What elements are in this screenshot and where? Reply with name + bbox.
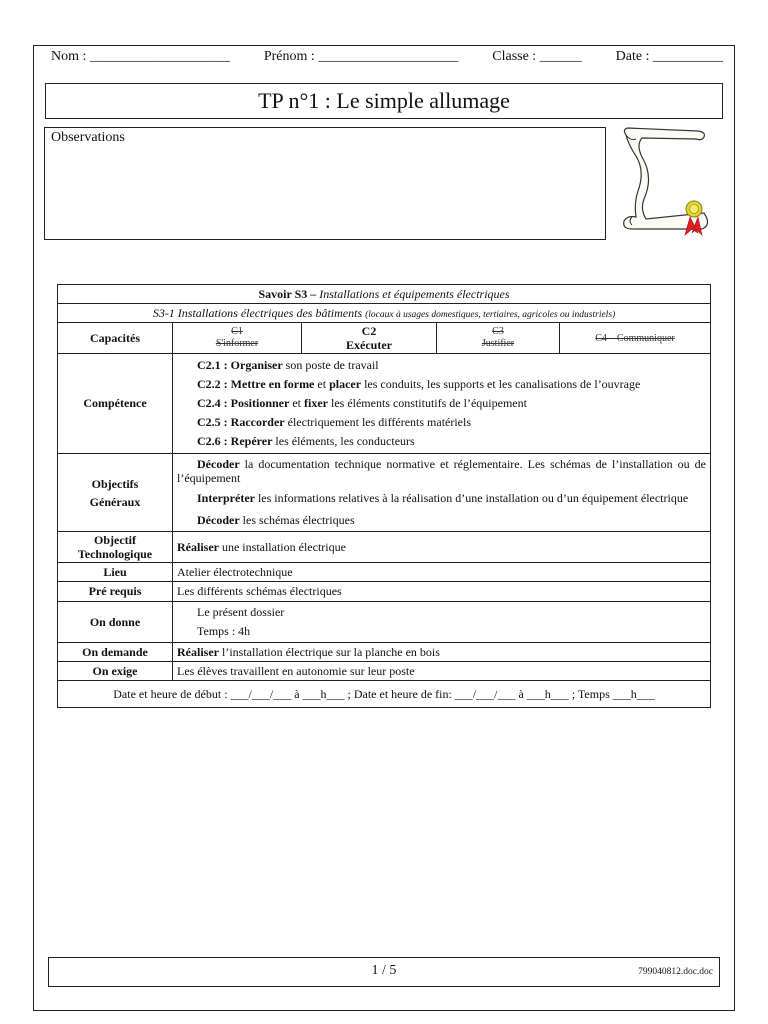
objectifs-label: Objectifs Généraux [58,454,173,532]
lieu-row [58,563,711,582]
competence-label: Compétence [58,354,173,454]
onexige-value: Les élèves travaillent en autonomie sur leur poste [173,662,711,681]
dates-row [58,681,711,708]
ondemande-value: Réaliser l’installation électrique sur la planche en bois [173,643,711,662]
objtech-row [58,532,711,563]
objectifs-row [58,454,711,532]
file-name: 799040812.doc.doc [638,967,713,977]
objtech-value: Réaliser une installation électrique [173,532,711,563]
capacite-c1-name: S'informer [215,338,259,349]
document-title: TP n°1 : Le simple allumage [45,83,723,119]
s31-title: S3-1 Installations électriques des bâtiments [152,305,363,320]
onexige-row [58,662,711,681]
prenom-field[interactable]: Prénom : ____________________ [263,49,459,64]
competence-item: C2.2 : Mettre en forme et placer les conduits, les supports et les canalisations de l’ouvrage [197,377,641,391]
competences-table [57,284,711,708]
capacite-c1 [173,323,302,354]
s31-row [58,304,711,323]
lieu-value: Atelier électrotechnique [173,563,711,582]
prerequis-row [58,582,711,602]
competence-item: C2.6 : Repérer les éléments, les conducteurs [197,434,415,448]
dates-fields[interactable]: Date et heure de début : ___/___/___ à ___h___ ; Date et heure de fin: ___/___/___ à ___h___ ; Temps ___h___ [58,681,711,708]
capacites-row [58,323,711,354]
savoir-title: Installations et équipements électriques [319,286,510,301]
capacites-label: Capacités [58,323,173,354]
date-field[interactable]: Date : __________ [615,49,723,64]
capacite-c3 [437,323,560,354]
competence-item: C2.4 : Positionner et fixer les éléments constitutifs de l’équipement [197,396,527,410]
page-number: 1 / 5 [371,963,397,978]
ondonne-row [58,602,711,643]
capacite-c3-name: Justifier [481,338,515,349]
competence-item: C2.5 : Raccorder électriquement les différents matériels [197,415,472,429]
ondemande-row [58,643,711,662]
capacite-c3-code: C3 [492,326,504,337]
page-footer [48,957,720,987]
lieu-label: Lieu [58,563,173,582]
ondemande-label: On demande [58,643,173,662]
classe-field[interactable]: Classe : ______ [492,49,582,64]
observations-label: Observations [51,130,125,145]
ondonne-item: Le présent dossier [197,605,285,619]
nom-field[interactable]: Nom : ____________________ [51,49,230,64]
capacite-c2-name: Exécuter [346,338,392,352]
savoir-label: Savoir S3 – [258,286,317,301]
prerequis-value: Les différents schémas électriques [173,582,711,602]
diploma-scroll-icon [612,125,722,237]
savoir-row [58,285,711,304]
capacite-c1-code: C1 [231,326,243,337]
objectif-item: Décoder la documentation technique normative et réglementaire. Les schémas de l’installation ou de l’équipement [177,457,706,485]
ondonne-label: On donne [58,602,173,643]
ondonne-item: Temps : 4h [197,624,251,638]
capacite-c4: C4 – Communiquer [560,323,711,354]
capacite-c2-code: C2 [361,324,377,338]
observations-box[interactable] [44,127,606,240]
onexige-label: On exige [58,662,173,681]
prerequis-label: Pré requis [58,582,173,602]
capacite-c2 [302,323,437,354]
objectif-item: Décoder les schémas électriques [197,513,355,527]
objectif-item: Interpréter les informations relatives à la réalisation d’une installation ou d’un équipement électrique [197,491,689,505]
competence-row [58,354,711,454]
student-header [51,48,723,66]
s31-subtitle: (locaux à usages domestiques, tertiaires, agricoles ou industriels) [365,309,616,320]
competence-item: C2.1 : Organiser son poste de travail [197,358,379,372]
objtech-label: Objectif Technologique [58,532,173,563]
